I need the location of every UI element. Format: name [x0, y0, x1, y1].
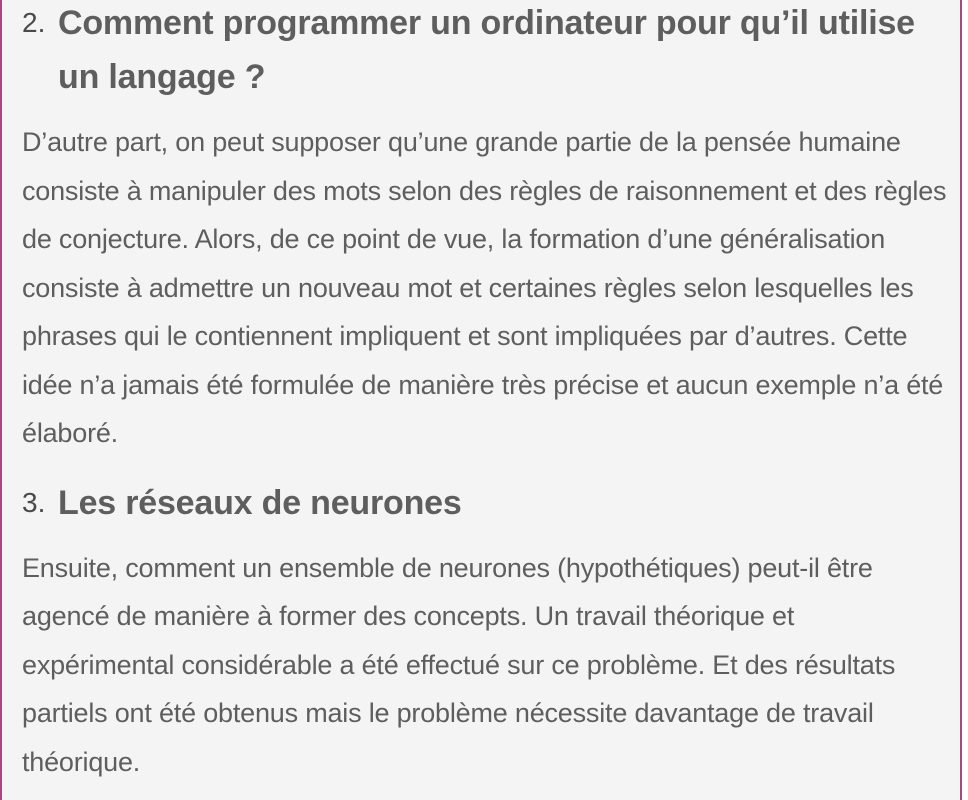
section-heading-2 [22, 0, 952, 104]
article-content [22, 0, 952, 786]
section-number: 3. [22, 486, 46, 518]
section-number: 2. [22, 7, 46, 38]
section-title: Comment programmer un ordinateur pour qu’il utilise un langage ? [58, 4, 915, 96]
section-paragraph: Ensuite, comment un ensemble de neurones (hypothétiques) peut-il être agencé de manière à former des concepts. Un travail théorique et expérimental considérable a été effectué sur ce problème. Et des résultats partiels ont été obtenus mais le problème nécessite davantage de travail théorique. [22, 552, 896, 777]
section-title: Les réseaux de neurones [58, 483, 462, 522]
section-heading-3 [22, 476, 952, 530]
section-paragraph: D’autre part, on peut supposer qu’une grande partie de la pensée humaine consiste à manipuler des mots selon des règles de raisonnement et des règles de conjecture. Alors, de ce point de vue, la formation d’une généralisation consiste à admettre un nouveau mot et certaines règles selon lesquelles les phrases qui le contiennent impliquent et sont impliquées par d’autres. Cette idée n’a jamais été formulée de manière très précise et aucun exemple n’a été élaboré. [22, 127, 947, 448]
